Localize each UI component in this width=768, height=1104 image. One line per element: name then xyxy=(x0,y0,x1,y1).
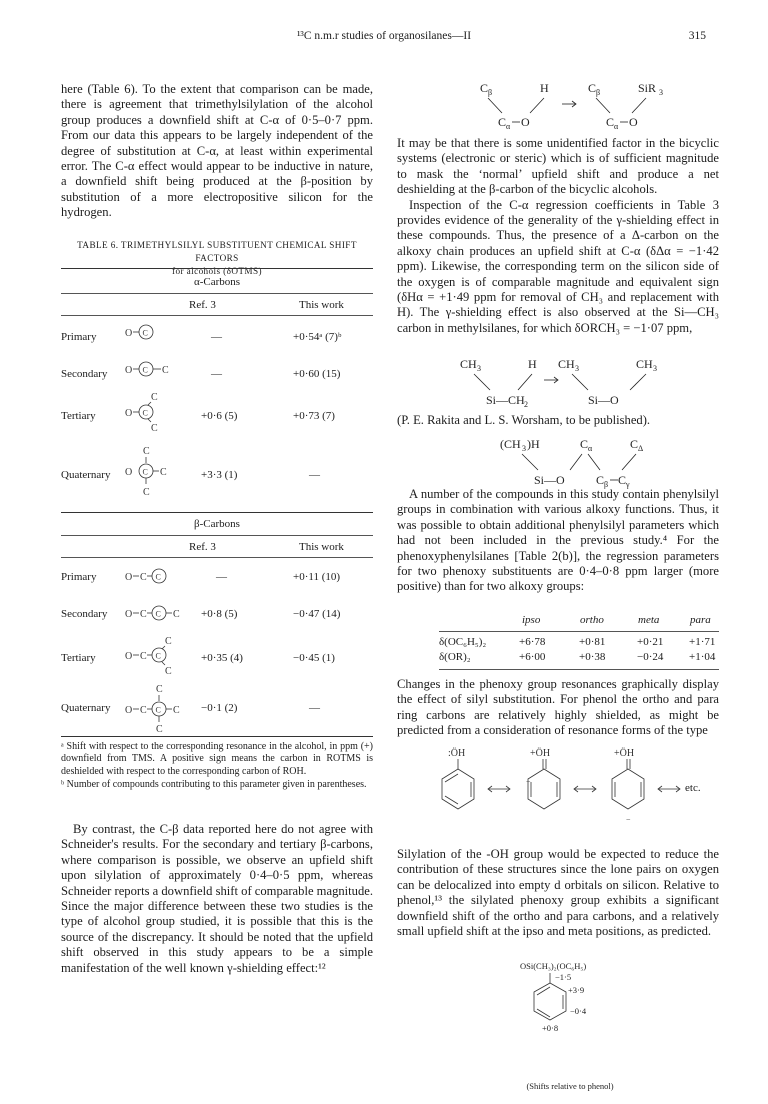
svg-text:C: C xyxy=(155,609,161,619)
svg-text:C: C xyxy=(142,328,148,338)
svg-text:2: 2 xyxy=(524,400,528,409)
gamma-shielding-structure xyxy=(470,78,670,138)
si-ch3-structure xyxy=(460,354,690,412)
phenoxy-table xyxy=(397,614,719,674)
col-para: para xyxy=(690,614,711,626)
svg-text:C: C xyxy=(162,365,169,376)
alpha-row-label: Tertiary xyxy=(61,410,96,422)
svg-text:α: α xyxy=(506,122,511,131)
alpha-row-label: Secondary xyxy=(61,368,108,380)
table6-footnotes xyxy=(61,741,373,792)
table6 xyxy=(61,268,373,738)
alpha-row-this: +0·54ᵃ (7)ᵇ xyxy=(293,331,342,343)
beta-row-ref: — xyxy=(216,571,227,583)
alpha-row-this: — xyxy=(309,469,320,481)
svg-text:O: O xyxy=(125,572,133,583)
beta-row-ref: −0·1 (2) xyxy=(201,702,238,714)
svg-text:C: C xyxy=(160,467,167,478)
svg-text:γ: γ xyxy=(626,480,630,489)
cell-value: −0·24 xyxy=(637,651,664,663)
svg-text:Si—O: Si—O xyxy=(588,393,619,407)
right-para-5: Silylation of the -OH group would be expected to reduce the contribution of these structures since the lone pairs on oxygen can be delocalized into empty d orbitals on silicon. Relative to phenol,¹³ the silylated phenoxy group exhibits a significant downfield shift of the ortho and para carbons, and a relatively small upfield shift at the ipso and meta positions, as predicted. xyxy=(397,847,719,939)
table6-col-this: This work xyxy=(299,541,344,553)
svg-text:O: O xyxy=(125,365,133,376)
col-ortho: ortho xyxy=(580,614,604,626)
svg-text:C: C xyxy=(156,684,163,695)
svg-text:Δ: Δ xyxy=(638,444,644,453)
cell-value: +0·21 xyxy=(637,636,664,648)
svg-text:C: C xyxy=(155,651,161,661)
beta-row-this: −0·47 (14) xyxy=(293,608,341,620)
svg-text:C: C xyxy=(588,81,597,95)
svg-text:C: C xyxy=(143,446,150,457)
svg-text:+ÖH: +ÖH xyxy=(530,748,551,759)
svg-text:C: C xyxy=(142,365,148,375)
resonance-etc: etc. xyxy=(685,782,701,794)
page-number: 315 xyxy=(688,30,706,42)
svg-text:β: β xyxy=(604,480,609,489)
table6-col-this: This work xyxy=(299,299,344,311)
svg-text:C: C xyxy=(155,705,161,715)
cell-value: +6·00 xyxy=(519,651,546,663)
struct-label: OSi(CH₃)₂(OC₆H₅) xyxy=(520,961,587,971)
svg-text:O: O xyxy=(125,609,133,620)
svg-text:C: C xyxy=(618,473,627,487)
cell-value: +6·78 xyxy=(519,636,546,648)
alpha-row-ref: — xyxy=(211,368,222,380)
cell-value: +0·81 xyxy=(579,636,606,648)
svg-text:CH: CH xyxy=(558,357,575,371)
svg-text:C: C xyxy=(140,651,147,662)
svg-text:C: C xyxy=(142,467,148,477)
delta-carbon-structure xyxy=(500,434,670,494)
svg-text:C: C xyxy=(165,666,172,677)
alpha-row-ref: +0·6 (5) xyxy=(201,410,238,422)
svg-text:C: C xyxy=(151,392,158,403)
right-para-1: It may be that there is some unidentified factor in the bicyclic systems (electronic or steric) which is of sufficient magnitude to mask the ‘normal’ upfield shift and produce a net deshielding at the β-carbon of the bicyclic alcohols. Inspection of the C-α regression coefficients in Table 3 provides evidence of the generality of the γ-shielding effect in these compounds. Thus, the presence of a Δ-carbon on the alkoxy chain produces an upfield shift at C-α (δΔα = −1·42 ppm). Likewise, the corresponding term on the silicon side of the oxygen is of comparable magnitude and equivalent sign (δHα = +1·49 ppm for removal of CH₃ and replacement with H). The γ-shielding effect is also observed at the Si—CH₃ carbon in methylsilanes, for which δORCH₃ = −1·07 ppm, xyxy=(397,136,719,335)
col-meta: meta xyxy=(638,614,660,626)
svg-text:C: C xyxy=(143,487,150,498)
beta-row-label: Primary xyxy=(61,571,97,583)
resonance-forms-structure xyxy=(430,744,710,836)
svg-text:−: − xyxy=(626,815,631,824)
svg-text:H: H xyxy=(540,81,549,95)
shift-para: +0·8 xyxy=(542,1023,559,1033)
table6-beta-header: β-Carbons xyxy=(194,518,240,530)
svg-text:CH: CH xyxy=(460,357,477,371)
svg-text:O: O xyxy=(125,651,133,662)
row-label: δ(OR)₂ xyxy=(439,651,471,663)
beta-structures xyxy=(123,560,203,740)
svg-text:3: 3 xyxy=(659,88,663,97)
svg-text:+ÖH: +ÖH xyxy=(614,748,635,759)
alpha-row-label: Quaternary xyxy=(61,469,111,481)
table6-col-ref: Ref. 3 xyxy=(189,299,216,311)
svg-text:C: C xyxy=(140,572,147,583)
svg-text:C: C xyxy=(580,437,589,451)
final-struct-caption: (Shifts relative to phenol) xyxy=(526,1081,614,1091)
svg-text:C: C xyxy=(630,437,639,451)
beta-row-ref: +0·8 (5) xyxy=(201,608,238,620)
svg-text:C: C xyxy=(173,609,180,620)
right-para-4: Changes in the phenoxy group resonances graphically display the effect of silyl substitution. For phenol the ortho and para ring carbons are relatively highly shielded, as might be predicted from a consideration of resonance forms of the type xyxy=(397,677,719,738)
beta-row-label: Secondary xyxy=(61,608,108,620)
alpha-row-ref: — xyxy=(211,331,222,343)
beta-row-label: Quaternary xyxy=(61,702,111,714)
beta-row-label: Tertiary xyxy=(61,652,96,664)
svg-text:)H: )H xyxy=(527,437,540,451)
svg-text:O: O xyxy=(125,328,133,339)
svg-text:C: C xyxy=(142,408,148,418)
citation: (P. E. Rakita and L. S. Worsham, to be published). xyxy=(397,413,651,427)
svg-text::ÖH: :ÖH xyxy=(448,748,466,759)
beta-row-this: — xyxy=(309,702,320,714)
svg-text:β: β xyxy=(596,88,601,97)
cell-value: +0·38 xyxy=(579,651,606,663)
svg-text:H: H xyxy=(528,357,537,371)
alpha-row-label: Primary xyxy=(61,331,97,343)
shift-meta: −0·4 xyxy=(570,1006,587,1016)
silylated-phenoxy-structure xyxy=(520,961,640,1081)
svg-text:C: C xyxy=(173,705,180,716)
footnote-b: ᵇ Number of compounds contributing to this parameter given in parentheses. xyxy=(61,779,367,791)
svg-text:C: C xyxy=(480,81,489,95)
footnote-a: ᵃ Shift with respect to the corresponding resonance in the alcohol, in ppm (+) downfield from TMS. A positive sign means the carbon in ROTMS is deshielded with respect to the corresponding carbon of ROH. xyxy=(61,741,373,777)
right-para-3: A number of the compounds in this study contain phenylsilyl groups in combination with various alkoxy functions. Thus, it was possible to obtain additional phenylsilyl parameters which had not been included in the previous study.⁴ For the phenoxyphenylsilanes [Table 2(b)], the regression parameters for two phenoxy substituents are 0·4–0·8 ppm larger (more positive) than for two alkoxy groups: xyxy=(397,487,719,594)
svg-text:C: C xyxy=(596,473,605,487)
page-header xyxy=(0,30,768,50)
svg-text:C: C xyxy=(155,572,161,582)
alpha-row-this: +0·73 (7) xyxy=(293,410,335,422)
svg-text:α: α xyxy=(614,122,619,131)
alpha-row-this: +0·60 (15) xyxy=(293,368,341,380)
beta-row-this: −0·45 (1) xyxy=(293,652,335,664)
left-para-1: here (Table 6). To the extent that comparison can be made, there is agreement that trimethylsilylation of the alcohol group produces a downfield shift at C-α of 0·5–0·7 ppm. From our data this appears to be largely independent of the degree of substitution at C-α, at least within experimental error. The C-α effect would appear to be inductive in nature, a downfield shift being produced at the β-position by substitution of a more electropositive silicon for the hydrogen. xyxy=(61,82,373,220)
svg-text:−: − xyxy=(526,777,531,786)
svg-text:C: C xyxy=(165,636,172,647)
svg-text:O: O xyxy=(521,115,530,129)
alpha-row-ref: +3·3 (1) xyxy=(201,469,238,481)
svg-text:C: C xyxy=(156,724,163,735)
svg-text:C: C xyxy=(498,115,507,129)
cell-value: +1·71 xyxy=(689,636,716,648)
svg-text:CH: CH xyxy=(636,357,653,371)
svg-text:Si—CH: Si—CH xyxy=(486,393,525,407)
svg-text:O: O xyxy=(125,467,133,478)
svg-text:(CH: (CH xyxy=(500,437,521,451)
row-label: δ(OC₆H₅)₂ xyxy=(439,636,487,648)
running-title: ¹³C n.m.r studies of organosilanes—II xyxy=(296,30,472,42)
svg-text:C: C xyxy=(140,705,147,716)
cell-value: +1·04 xyxy=(689,651,716,663)
svg-text:O: O xyxy=(125,408,133,419)
svg-text:C: C xyxy=(151,423,158,434)
table6-col-ref: Ref. 3 xyxy=(189,541,216,553)
table6-caption: TABLE 6. TRIMETHYLSILYL SUBSTITUENT CHEMICAL SHIFT FACTORS for alcohols (δOTMS) xyxy=(77,240,357,276)
svg-text:SiR: SiR xyxy=(638,81,657,95)
svg-text:C: C xyxy=(140,609,147,620)
beta-row-this: +0·11 (10) xyxy=(293,571,341,583)
alpha-structures xyxy=(123,320,203,510)
beta-row-ref: +0·35 (4) xyxy=(201,652,243,664)
shift-ortho: +3·9 xyxy=(568,985,585,995)
svg-text:3: 3 xyxy=(522,444,526,453)
table6-alpha-header: α-Carbons xyxy=(193,276,241,288)
svg-text:C: C xyxy=(606,115,615,129)
svg-text:3: 3 xyxy=(575,364,579,373)
svg-text:3: 3 xyxy=(477,364,481,373)
svg-text:O: O xyxy=(629,115,638,129)
left-para-2: By contrast, the C-β data reported here do not agree with Schneider's results. For the secondary and tertiary β-carbons, where comparison is possible, we observe an upfield shift upon silylation of approximately 0·4–0·5 ppm, whereas Schneider reports a downfield shift of comparable magnitude. Since the major difference between these two studies is the type of alcohol group studied, it is possible that this is the source of the discrepancy. It should be noted that the upfield shift observed in this study appears to be a simple manifestation of the well known γ-shielding effect:¹² xyxy=(61,822,373,975)
svg-text:O: O xyxy=(125,705,133,716)
svg-text:α: α xyxy=(588,444,593,453)
col-ipso: ipso xyxy=(522,614,541,626)
svg-text:3: 3 xyxy=(653,364,657,373)
svg-text:β: β xyxy=(488,88,493,97)
svg-text:Si—O: Si—O xyxy=(534,473,565,487)
shift-ipso: −1·5 xyxy=(555,972,572,982)
